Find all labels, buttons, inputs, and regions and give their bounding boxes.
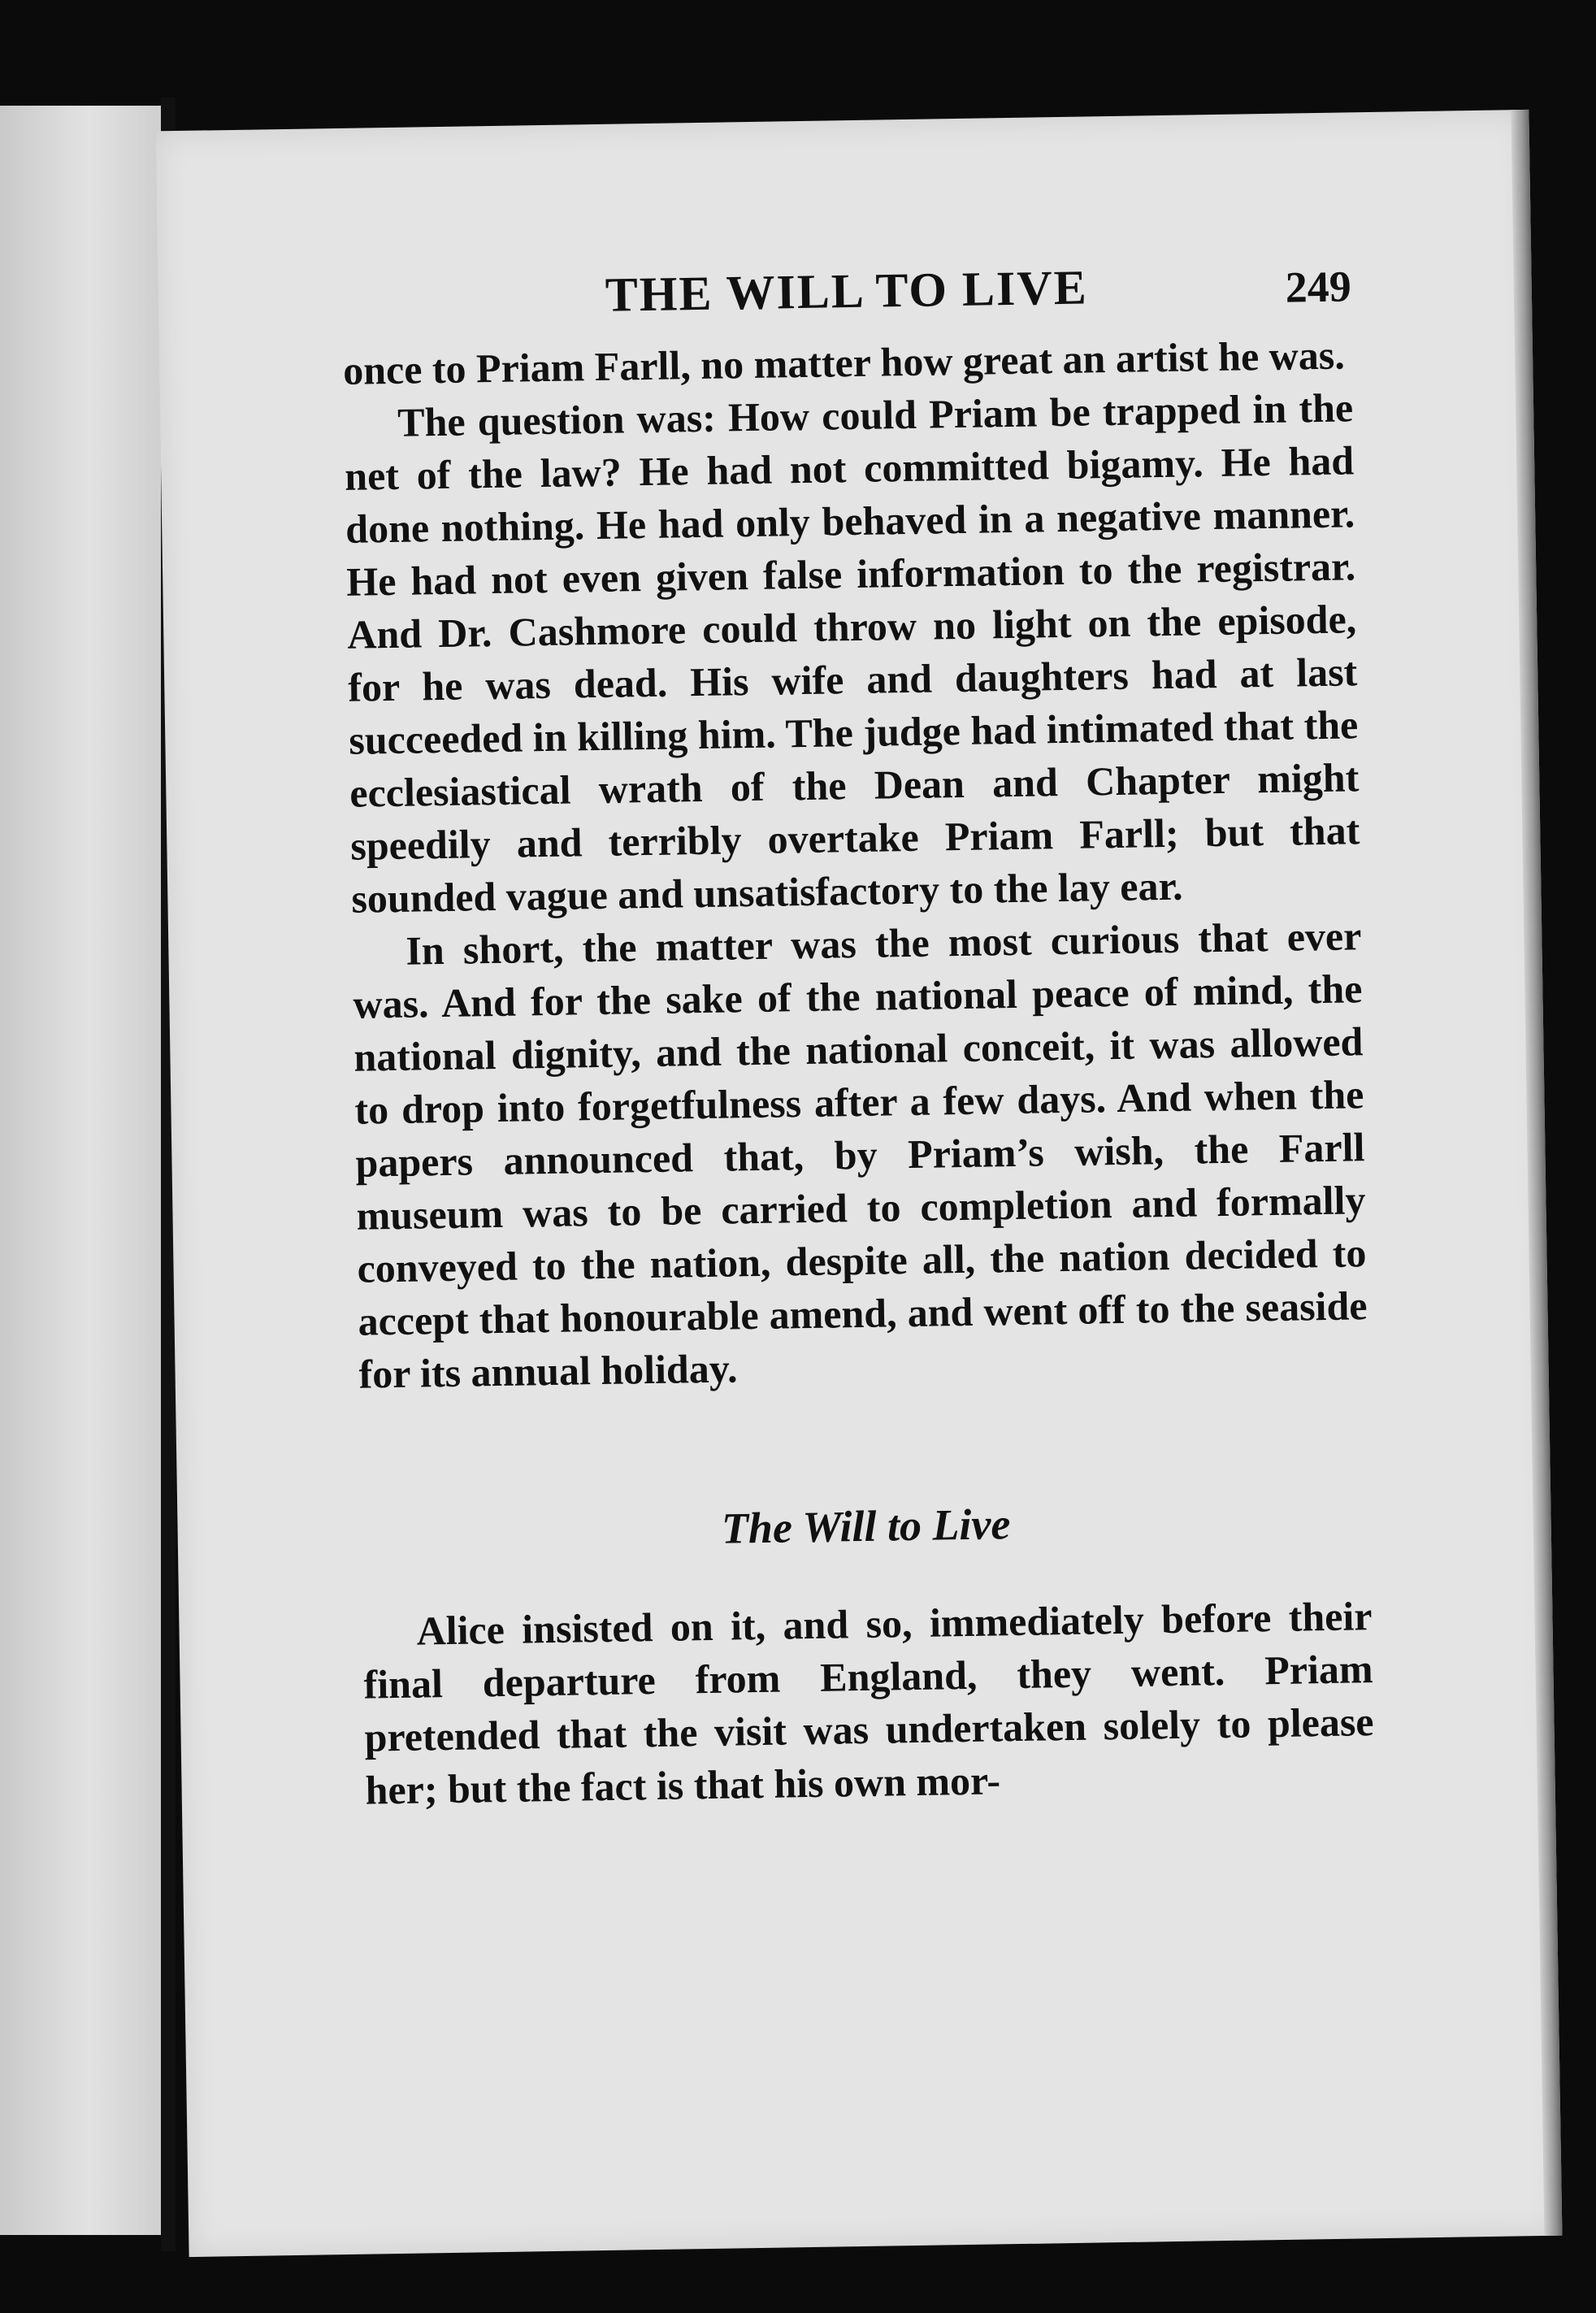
paragraph-question: The question was: How could Priam be trapped in the net of the law? He had not committed bigamy. He had done nothing. He had only behaved in a negative manner. He had not even given false information to the registrar. And Dr. Cashmore could throw no light on the episode, for he was dead. His wife and daughters had at last succeeded in killing him. The judge had intimated that the ecclesiastical wrath of the Dean and Chapter might speedily and terribly overtake Priam Farll; but that sounded vague and unsatisfactory to the lay ear. — [344, 384, 1360, 922]
section-heading: The Will to Live — [721, 1499, 1011, 1553]
page-text — [341, 250, 1375, 1816]
paragraph-continued: once to Priam Farll, no matter how great an artist he was. — [342, 332, 1346, 393]
paragraph-alice: Alice insisted on it, and so, immediately before their final departure from England, they went. Priam pretended that the visit was undertaken solely to please her; but the fact is that his own mor- — [363, 1593, 1374, 1813]
page-edge-shadow — [1511, 110, 1562, 2236]
paragraph-in-short: In short, the matter was the most curious that ever was. And for the sake of the national peace of mind, the national dignity, and the national conceit, it was allowed to drop into forgetfulness after a few days. And when the papers announced that, by Priam’s wish, the Farll museum was to be carried to completion and formally conveyed to the nation, despite all, the nation decided to accept that honourable amend, and went off to the seaside for its annual holiday. — [353, 913, 1368, 1397]
page-number: 249 — [1285, 262, 1352, 312]
running-head — [341, 250, 1351, 344]
book-page — [156, 110, 1563, 2257]
running-title: THE WILL TO LIVE — [605, 260, 1089, 322]
facing-page-edge — [0, 106, 161, 2235]
